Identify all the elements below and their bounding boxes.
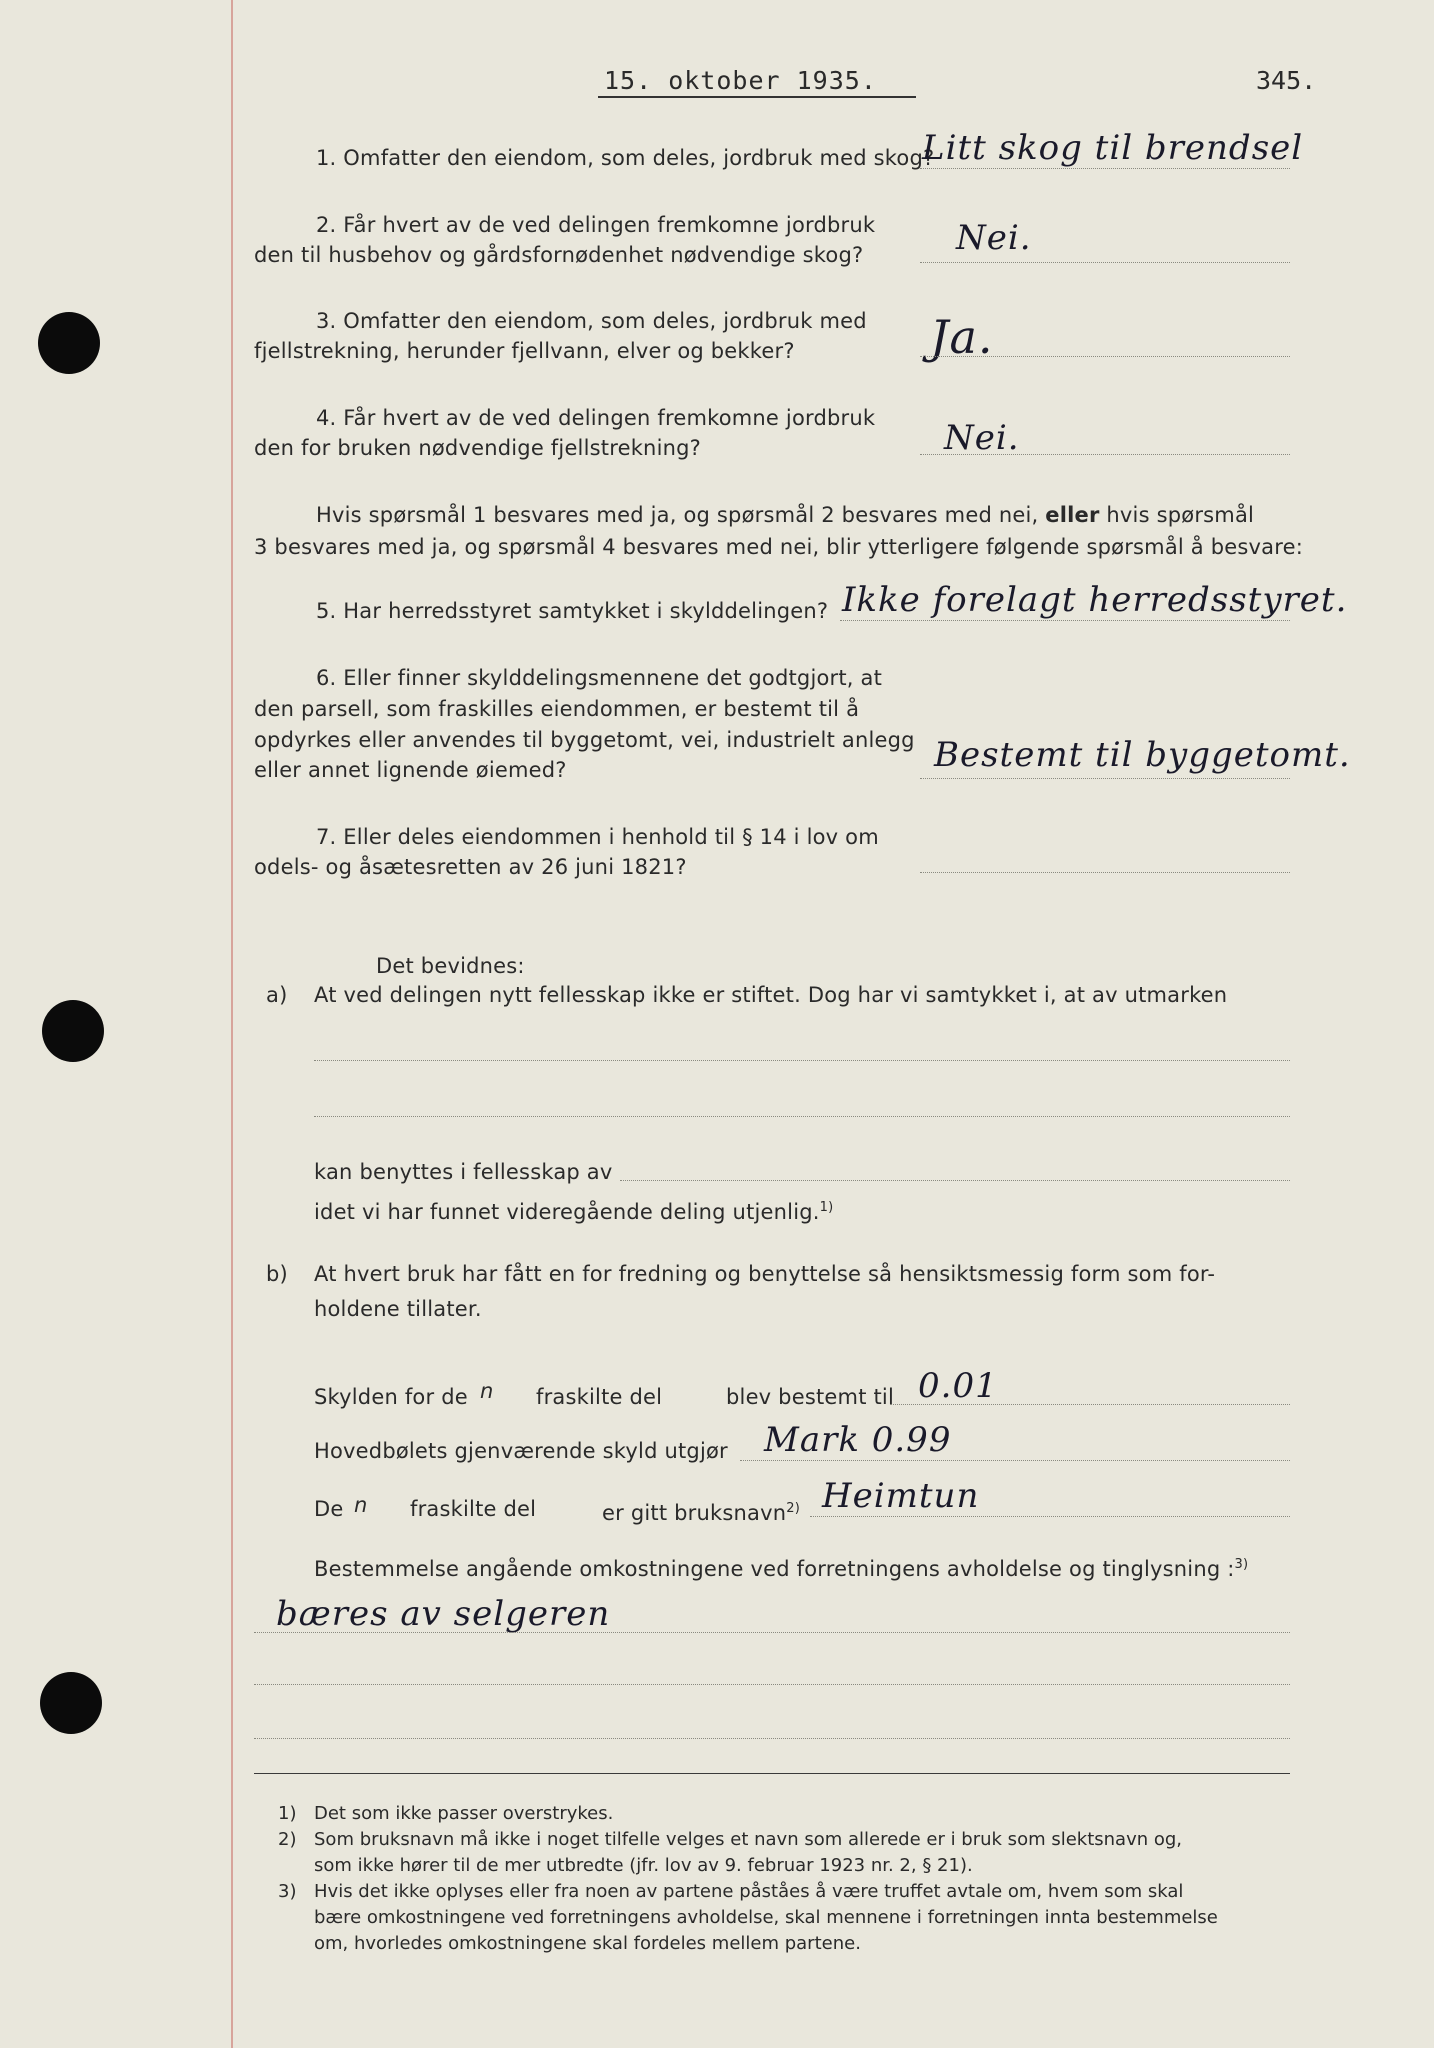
question-6-line4: eller annet lignende øiemed?	[254, 758, 567, 782]
name-label-1: De	[314, 1497, 344, 1521]
skyld-value-line	[890, 1404, 1290, 1405]
answer-4: Nei.	[944, 418, 1020, 458]
condition-line1-a: Hvis spørsmål 1 besvares med ja, og spørsmål 2 besvares med nei,	[316, 503, 1046, 527]
answer-4-line	[920, 454, 1290, 455]
name-value-line	[810, 1516, 1290, 1517]
certification-a-reason-sup: 1)	[819, 1200, 834, 1215]
certification-b-label: b)	[266, 1262, 288, 1286]
footnote-2-mark: 2)	[278, 1829, 297, 1850]
question-2-line2: den til husbehov og gårdsfornødenhet nødvendige skog?	[254, 243, 864, 267]
footnote-1: Det som ikke passer overstrykes.	[314, 1803, 614, 1824]
question-2-line1: 2. Får hvert av de ved delingen fremkomne jordbruk	[316, 213, 876, 237]
answer-1: Litt skog til brendsel	[922, 128, 1304, 168]
condition-line1-b: hvis spørsmål	[1099, 503, 1255, 527]
remaining-label: Hovedbølets gjenværende skyld utgjør	[314, 1439, 728, 1463]
question-6-line3: opdyrkes eller anvendes til byggetomt, vei, industrielt anlegg	[254, 728, 915, 752]
punch-hole-bottom	[40, 1672, 102, 1734]
answer-5-line	[840, 620, 1290, 621]
certification-a-common: kan benyttes i fellesskap av	[314, 1160, 613, 1184]
answer-2: Nei.	[956, 218, 1032, 258]
footnote-3-line3: om, hvorledes omkostningene skal fordeles mellem partene.	[314, 1933, 861, 1954]
question-6-line1: 6. Eller finner skylddelingsmennene det godtgjort, at	[316, 666, 883, 690]
footnote-2-line1: Som bruksnavn må ikke i noget tilfelle velges et navn som allerede er i bruk som slektsnavn og,	[314, 1829, 1183, 1850]
certification-a-reason-text: idet vi har funnet videregående deling utjenlig.	[314, 1200, 820, 1224]
name-mark: n	[354, 1493, 368, 1517]
page-number: 345.	[1256, 66, 1317, 95]
condition-line1-bold: eller	[1045, 503, 1100, 527]
footnote-3-mark: 3)	[278, 1881, 297, 1902]
question-5: 5. Har herredsstyret samtykket i skylddelingen?	[316, 599, 829, 623]
answer-3-line	[920, 356, 1290, 357]
name-value: Heimtun	[822, 1476, 980, 1516]
footnote-rule	[254, 1773, 1290, 1774]
certification-heading: Det bevidnes:	[376, 954, 525, 978]
costs-label	[314, 1550, 1248, 1584]
footnote-2-line2: som ikke hører til de mer utbredte (jfr. lov av 9. februar 1923 nr. 2, § 21).	[314, 1855, 973, 1876]
answer-3: Ja.	[930, 310, 994, 364]
question-1: 1. Omfatter den eiendom, som deles, jordbruk med skog?	[316, 146, 935, 170]
certification-b-line2: holdene tillater.	[314, 1297, 482, 1321]
certification-a-label: a)	[266, 983, 288, 1007]
answer-2-line	[920, 262, 1290, 263]
costs-blank-2	[254, 1684, 1290, 1685]
costs-value: bæres av selgeren	[276, 1594, 611, 1634]
skyld-value: 0.01	[918, 1366, 998, 1406]
answer-7-line	[920, 872, 1290, 873]
costs-blank-3	[254, 1738, 1290, 1739]
margin-line	[231, 0, 233, 2048]
certification-a-text: At ved delingen nytt fellesskap ikke er stiftet. Dog har vi samtykket i, at av utmarken	[314, 983, 1228, 1007]
costs-blank-1	[254, 1632, 1290, 1633]
header-underline	[598, 96, 916, 98]
question-4-line2: den for bruken nødvendige fjellstrekning?	[254, 436, 701, 460]
certification-a-blank-2	[314, 1116, 1290, 1117]
answer-1-line	[920, 168, 1290, 169]
answer-6-line	[920, 778, 1290, 779]
skyld-label-3: blev bestemt til	[726, 1385, 895, 1409]
certification-a-common-line	[620, 1180, 1290, 1181]
footnote-1-mark: 1)	[278, 1803, 297, 1824]
certification-a-reason	[314, 1193, 833, 1227]
question-4-line1: 4. Får hvert av de ved delingen fremkomne jordbruk	[316, 406, 876, 430]
costs-sup: 3)	[1234, 1557, 1249, 1572]
footnote-3-line2: bære omkostningene ved forretningens avholdelse, skal mennene i forretningen innta bestemmelse	[314, 1907, 1218, 1928]
certification-b-line1: At hvert bruk har fått en for fredning og benyttelse så hensiktsmessig form som for-	[314, 1262, 1216, 1286]
skyld-label-2: fraskilte del	[536, 1385, 663, 1409]
name-label-2: fraskilte del	[410, 1497, 537, 1521]
footnote-3-line1: Hvis det ikke oplyses eller fra noen av partene påståes å være truffet avtale om, hvem som skal	[314, 1881, 1184, 1902]
header-date: 15. oktober 1935.	[604, 66, 877, 95]
remaining-value: Mark 0.99	[764, 1420, 952, 1460]
answer-5: Ikke forelagt herredsstyret.	[842, 580, 1348, 620]
answer-6: Bestemt til byggetomt.	[934, 735, 1351, 775]
condition-line1	[316, 500, 1254, 530]
question-7-line1: 7. Eller deles eiendommen i henhold til § 14 i lov om	[316, 825, 879, 849]
condition-line2: 3 besvares med ja, og spørsmål 4 besvares med nei, blir ytterligere følgende spørsmål å besvare:	[254, 535, 1304, 559]
costs-label-text: Bestemmelse angående omkostningene ved forretningens avholdelse og tinglysning :	[314, 1557, 1235, 1581]
name-label-3	[602, 1494, 800, 1528]
skyld-label-1: Skylden for de	[314, 1385, 468, 1409]
question-3-line2: fjellstrekning, herunder fjellvann, elver og bekker?	[254, 339, 795, 363]
question-7-line2: odels- og åsætesretten av 26 juni 1821?	[254, 855, 687, 879]
remaining-value-line	[740, 1460, 1290, 1461]
punch-hole-top	[38, 312, 100, 374]
name-sup: 2)	[786, 1501, 800, 1516]
question-6-line2: den parsell, som fraskilles eiendommen, er bestemt til å	[254, 697, 860, 721]
skyld-mark: n	[480, 1379, 494, 1403]
certification-a-blank-1	[314, 1060, 1290, 1061]
punch-hole-middle	[42, 1000, 104, 1062]
question-3-line1: 3. Omfatter den eiendom, som deles, jordbruk med	[316, 309, 867, 333]
name-label-3-text: er gitt bruksnavn	[602, 1501, 787, 1525]
